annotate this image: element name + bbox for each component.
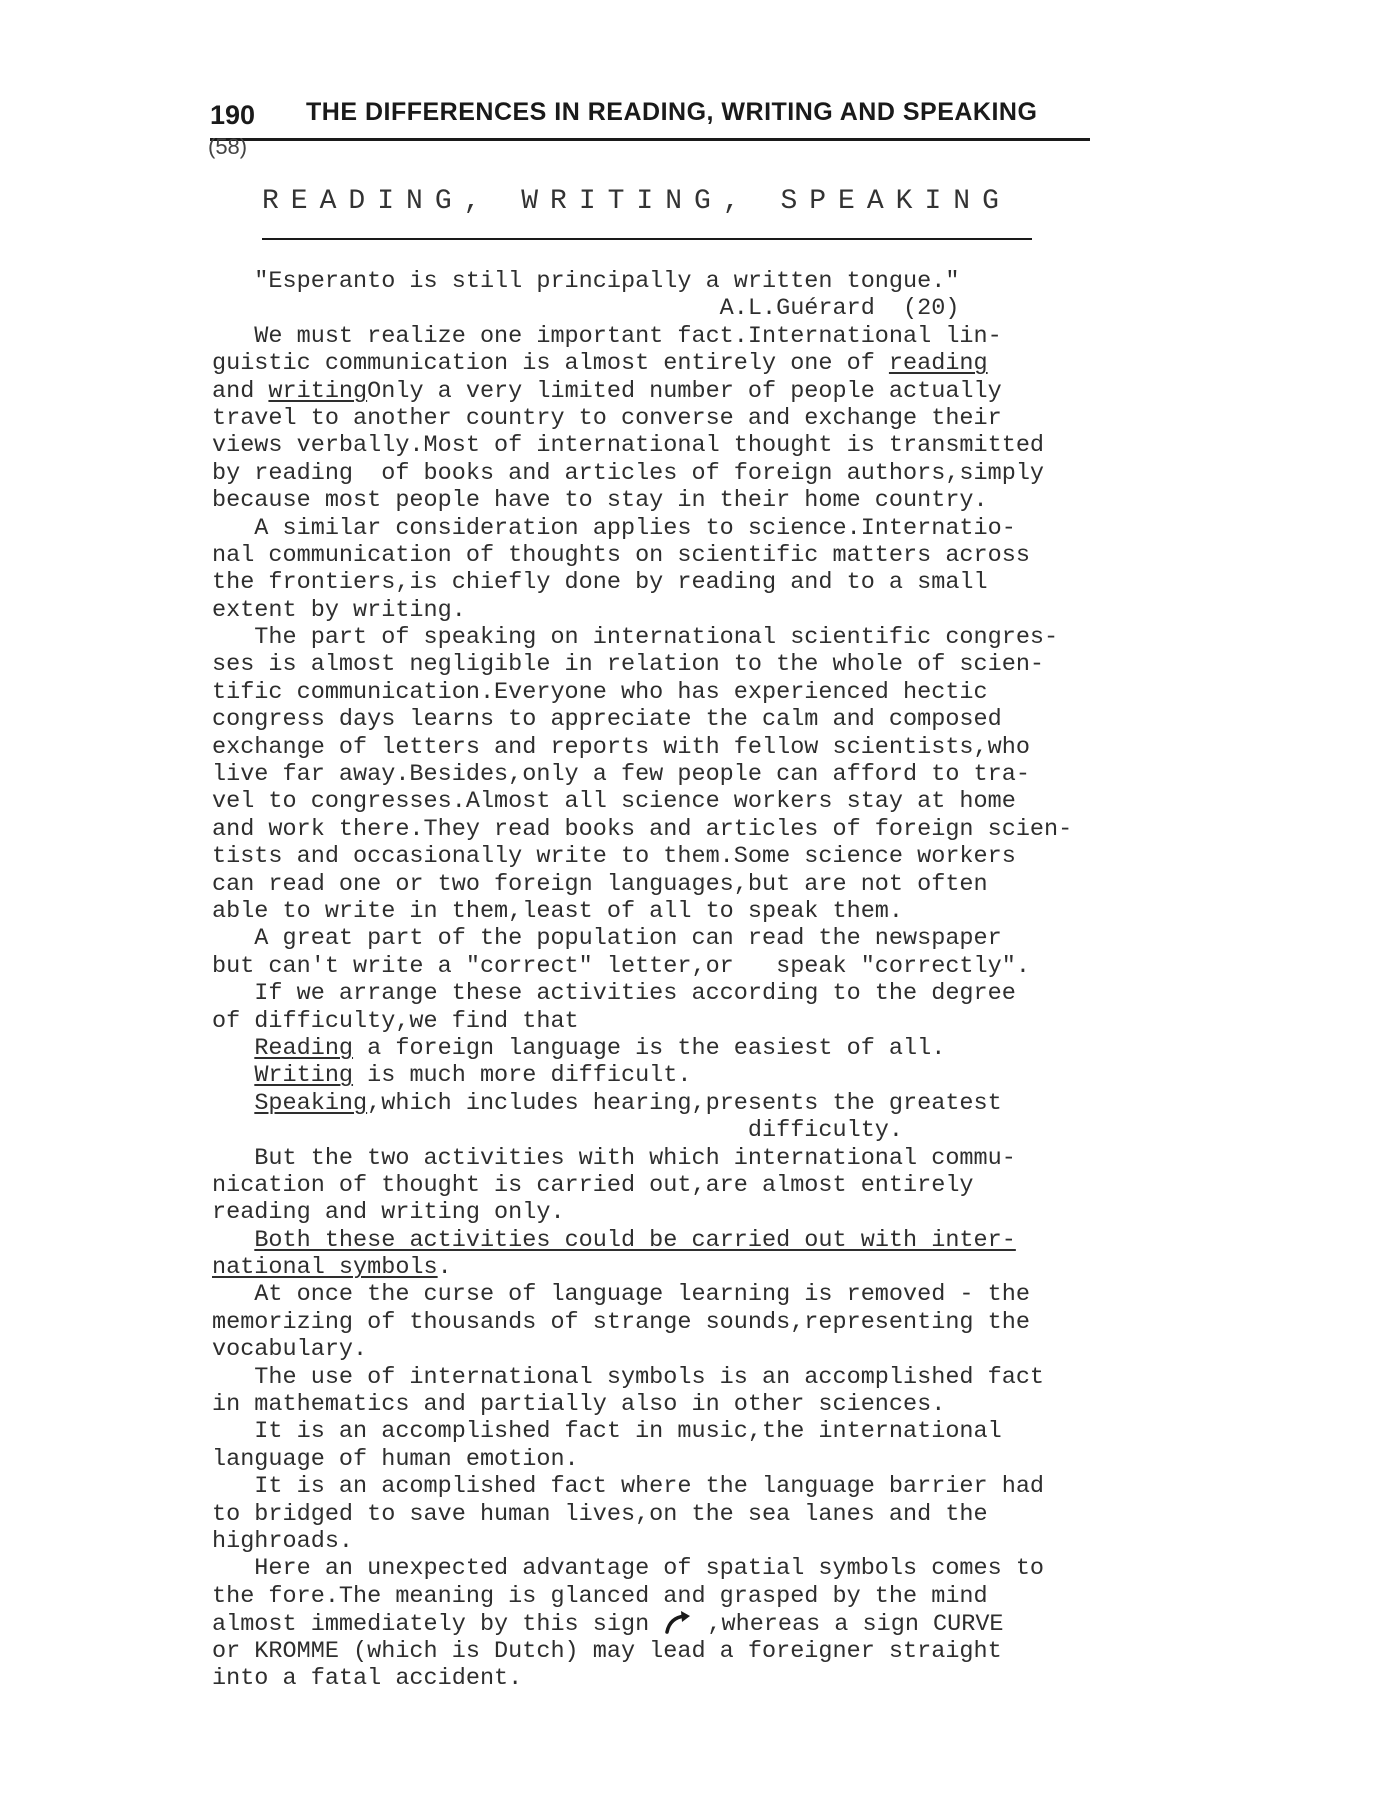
- text-line: [212, 460, 1212, 487]
- text-segment: A great part of the population can read the newspaper: [212, 925, 1002, 953]
- text-segment: and: [212, 377, 269, 405]
- underlined-text: Both these activities could be carried out with inter-: [254, 1226, 1016, 1254]
- text-line: [212, 1555, 1212, 1582]
- text-segment: [212, 1090, 254, 1117]
- text-segment: [212, 1062, 254, 1089]
- text-segment: but can't write a "correct" letter,or speak "correctly".: [212, 952, 1030, 980]
- text-segment: views verbally.Most of international thought is transmitted: [212, 432, 1045, 460]
- text-line: [212, 925, 1212, 952]
- text-line: [212, 1254, 1212, 1281]
- text-segment: A.L.Guérard (20): [212, 295, 960, 323]
- underlined-text: reading: [888, 350, 988, 378]
- curve-arrow-icon: [663, 1610, 693, 1634]
- text-segment: is much more difficult.: [353, 1062, 692, 1090]
- text-line: [212, 1090, 1212, 1117]
- text-segment: into a fatal accident.: [212, 1664, 523, 1692]
- text-segment: live far away.Besides,only a few people can afford to tra-: [212, 761, 1030, 789]
- text-segment: the frontiers,is chiefly done by reading and to a small: [212, 569, 988, 597]
- text-segment: tific communication.Everyone who has experienced hectic: [212, 678, 988, 706]
- text-line: [212, 651, 1212, 678]
- text-segment: or KROMME (which is Dutch) may lead a foreigner straight: [212, 1637, 1002, 1665]
- text-segment: difficulty.: [212, 1117, 904, 1145]
- text-line: [212, 1418, 1212, 1445]
- text-segment: nication of thought is carried out,are almost entirely: [212, 1171, 974, 1199]
- text-line: [212, 1309, 1212, 1336]
- text-segment: We must realize one important fact.International lin-: [212, 322, 1002, 350]
- text-line: [212, 1117, 1212, 1144]
- underlined-text: Reading: [254, 1034, 354, 1062]
- text-line: [212, 542, 1212, 569]
- text-segment: [212, 1227, 254, 1254]
- text-line: [212, 1281, 1212, 1308]
- text-line: [212, 1583, 1212, 1610]
- text-line: [212, 1145, 1212, 1172]
- text-segment: ses is almost negligible in relation to the whole of scien-: [212, 651, 1045, 679]
- text-segment: reading and writing only.: [212, 1199, 565, 1227]
- text-segment: of difficulty,we find that: [212, 1007, 579, 1035]
- text-segment: memorizing of thousands of strange sounds,representing the: [212, 1308, 1030, 1336]
- underlined-text: Speaking: [254, 1089, 368, 1117]
- text-segment: in mathematics and partially also in other sciences.: [212, 1391, 946, 1419]
- text-line: [212, 323, 1212, 350]
- text-line: [212, 1227, 1212, 1254]
- text-segment: The use of international symbols is an accomplished fact: [212, 1363, 1045, 1391]
- text-line: [212, 597, 1212, 624]
- body-text: [212, 268, 1212, 1692]
- text-segment: can read one or two foreign languages,but are not often: [212, 870, 988, 898]
- text-line: [212, 1336, 1212, 1363]
- text-line: [212, 1501, 1212, 1528]
- text-segment: It is an acomplished fact where the language barrier had: [212, 1473, 1045, 1501]
- text-line: [212, 1446, 1212, 1473]
- text-line: [212, 980, 1212, 1007]
- section-title-rule: [262, 238, 1032, 240]
- text-line: [212, 1008, 1212, 1035]
- text-line: [212, 1528, 1212, 1555]
- text-line: [212, 1610, 1212, 1637]
- text-segment: and work there.They read books and articles of foreign scien-: [212, 815, 1073, 843]
- page-header: [210, 98, 1090, 141]
- text-segment: language of human emotion.: [212, 1445, 579, 1473]
- text-segment: highroads.: [212, 1527, 354, 1555]
- text-segment: It is an accomplished fact in music,the international: [212, 1418, 1002, 1446]
- text-line: [212, 871, 1212, 898]
- text-segment: But the two activities with which international commu-: [212, 1144, 1016, 1172]
- text-line: [212, 1062, 1212, 1089]
- text-segment: Only a very limited number of people actually: [367, 377, 1002, 405]
- section-number: (58): [208, 134, 248, 159]
- text-segment: tists and occasionally write to them.Some science workers: [212, 843, 1016, 871]
- text-segment: to bridged to save human lives,on the sea lanes and the: [212, 1500, 988, 1528]
- text-segment: Here an unexpected advantage of spatial symbols comes to: [212, 1555, 1045, 1583]
- text-line: [212, 1391, 1212, 1418]
- text-line: [212, 405, 1212, 432]
- text-line: [212, 515, 1212, 542]
- underlined-text: national symbols: [212, 1254, 438, 1282]
- text-segment: ,which includes hearing,presents the greatest: [367, 1089, 1002, 1117]
- text-line: [212, 1199, 1212, 1226]
- text-line: [212, 953, 1212, 980]
- text-line: [212, 1665, 1212, 1692]
- text-segment: If we arrange these activities according to the degree: [212, 980, 1016, 1008]
- text-line: [212, 761, 1212, 788]
- text-line: [212, 679, 1212, 706]
- section-title: READING, WRITING, SPEAKING: [262, 186, 1011, 217]
- text-line: [212, 898, 1212, 925]
- text-line: [212, 295, 1212, 322]
- text-segment: the fore.The meaning is glanced and grasped by the mind: [212, 1582, 988, 1610]
- text-line: [212, 734, 1212, 761]
- text-segment: vocabulary.: [212, 1336, 368, 1364]
- text-line: [212, 1473, 1212, 1500]
- text-segment: nal communication of thoughts on scientific matters across: [212, 541, 1030, 569]
- text-segment: travel to another country to converse and exchange their: [212, 404, 1002, 432]
- text-line: [212, 788, 1212, 815]
- text-segment: able to write in them,least of all to speak them.: [212, 897, 904, 925]
- text-segment: extent by writing.: [212, 596, 466, 624]
- text-line: [212, 1172, 1212, 1199]
- text-line: [212, 569, 1212, 596]
- text-segment: The part of speaking on international scientific congres-: [212, 624, 1059, 652]
- text-line: [212, 706, 1212, 733]
- text-segment: a foreign language is the easiest of all.: [353, 1034, 946, 1062]
- text-segment: .: [437, 1254, 452, 1282]
- text-line: [212, 350, 1212, 377]
- text-segment: exchange of letters and reports with fellow scientists,who: [212, 733, 1030, 761]
- underlined-text: Writing: [254, 1062, 354, 1090]
- text-segment: [212, 1035, 254, 1062]
- text-line: [212, 816, 1212, 843]
- running-title: THE DIFFERENCES IN READING, WRITING AND SPEAKING: [306, 98, 1038, 126]
- text-segment: vel to congresses.Almost all science workers stay at home: [212, 788, 1016, 816]
- text-segment: almost immediately by this sign: [212, 1611, 664, 1639]
- text-segment: At once the curse of language learning is removed - the: [212, 1281, 1030, 1309]
- text-line: [212, 432, 1212, 459]
- text-line: [212, 378, 1212, 405]
- text-line: [212, 1638, 1212, 1665]
- text-segment: ,whereas a sign CURVE: [693, 1611, 1004, 1639]
- text-segment: because most people have to stay in their home country.: [212, 487, 988, 515]
- text-line: [212, 624, 1212, 651]
- text-segment: guistic communication is almost entirely one of: [212, 350, 889, 378]
- text-line: [212, 1035, 1212, 1062]
- text-segment: congress days learns to appreciate the calm and composed: [212, 706, 1002, 734]
- text-line: [212, 268, 1212, 295]
- text-segment: A similar consideration applies to science.Internatio-: [212, 514, 1016, 542]
- text-line: [212, 1364, 1212, 1391]
- text-line: [212, 843, 1212, 870]
- page-number: 190: [210, 100, 256, 130]
- text-segment: "Esperanto is still principally a written tongue.": [212, 268, 960, 295]
- text-line: [212, 487, 1212, 514]
- underlined-text: writing: [268, 377, 368, 405]
- text-segment: by reading of books and articles of foreign authors,simply: [212, 459, 1045, 487]
